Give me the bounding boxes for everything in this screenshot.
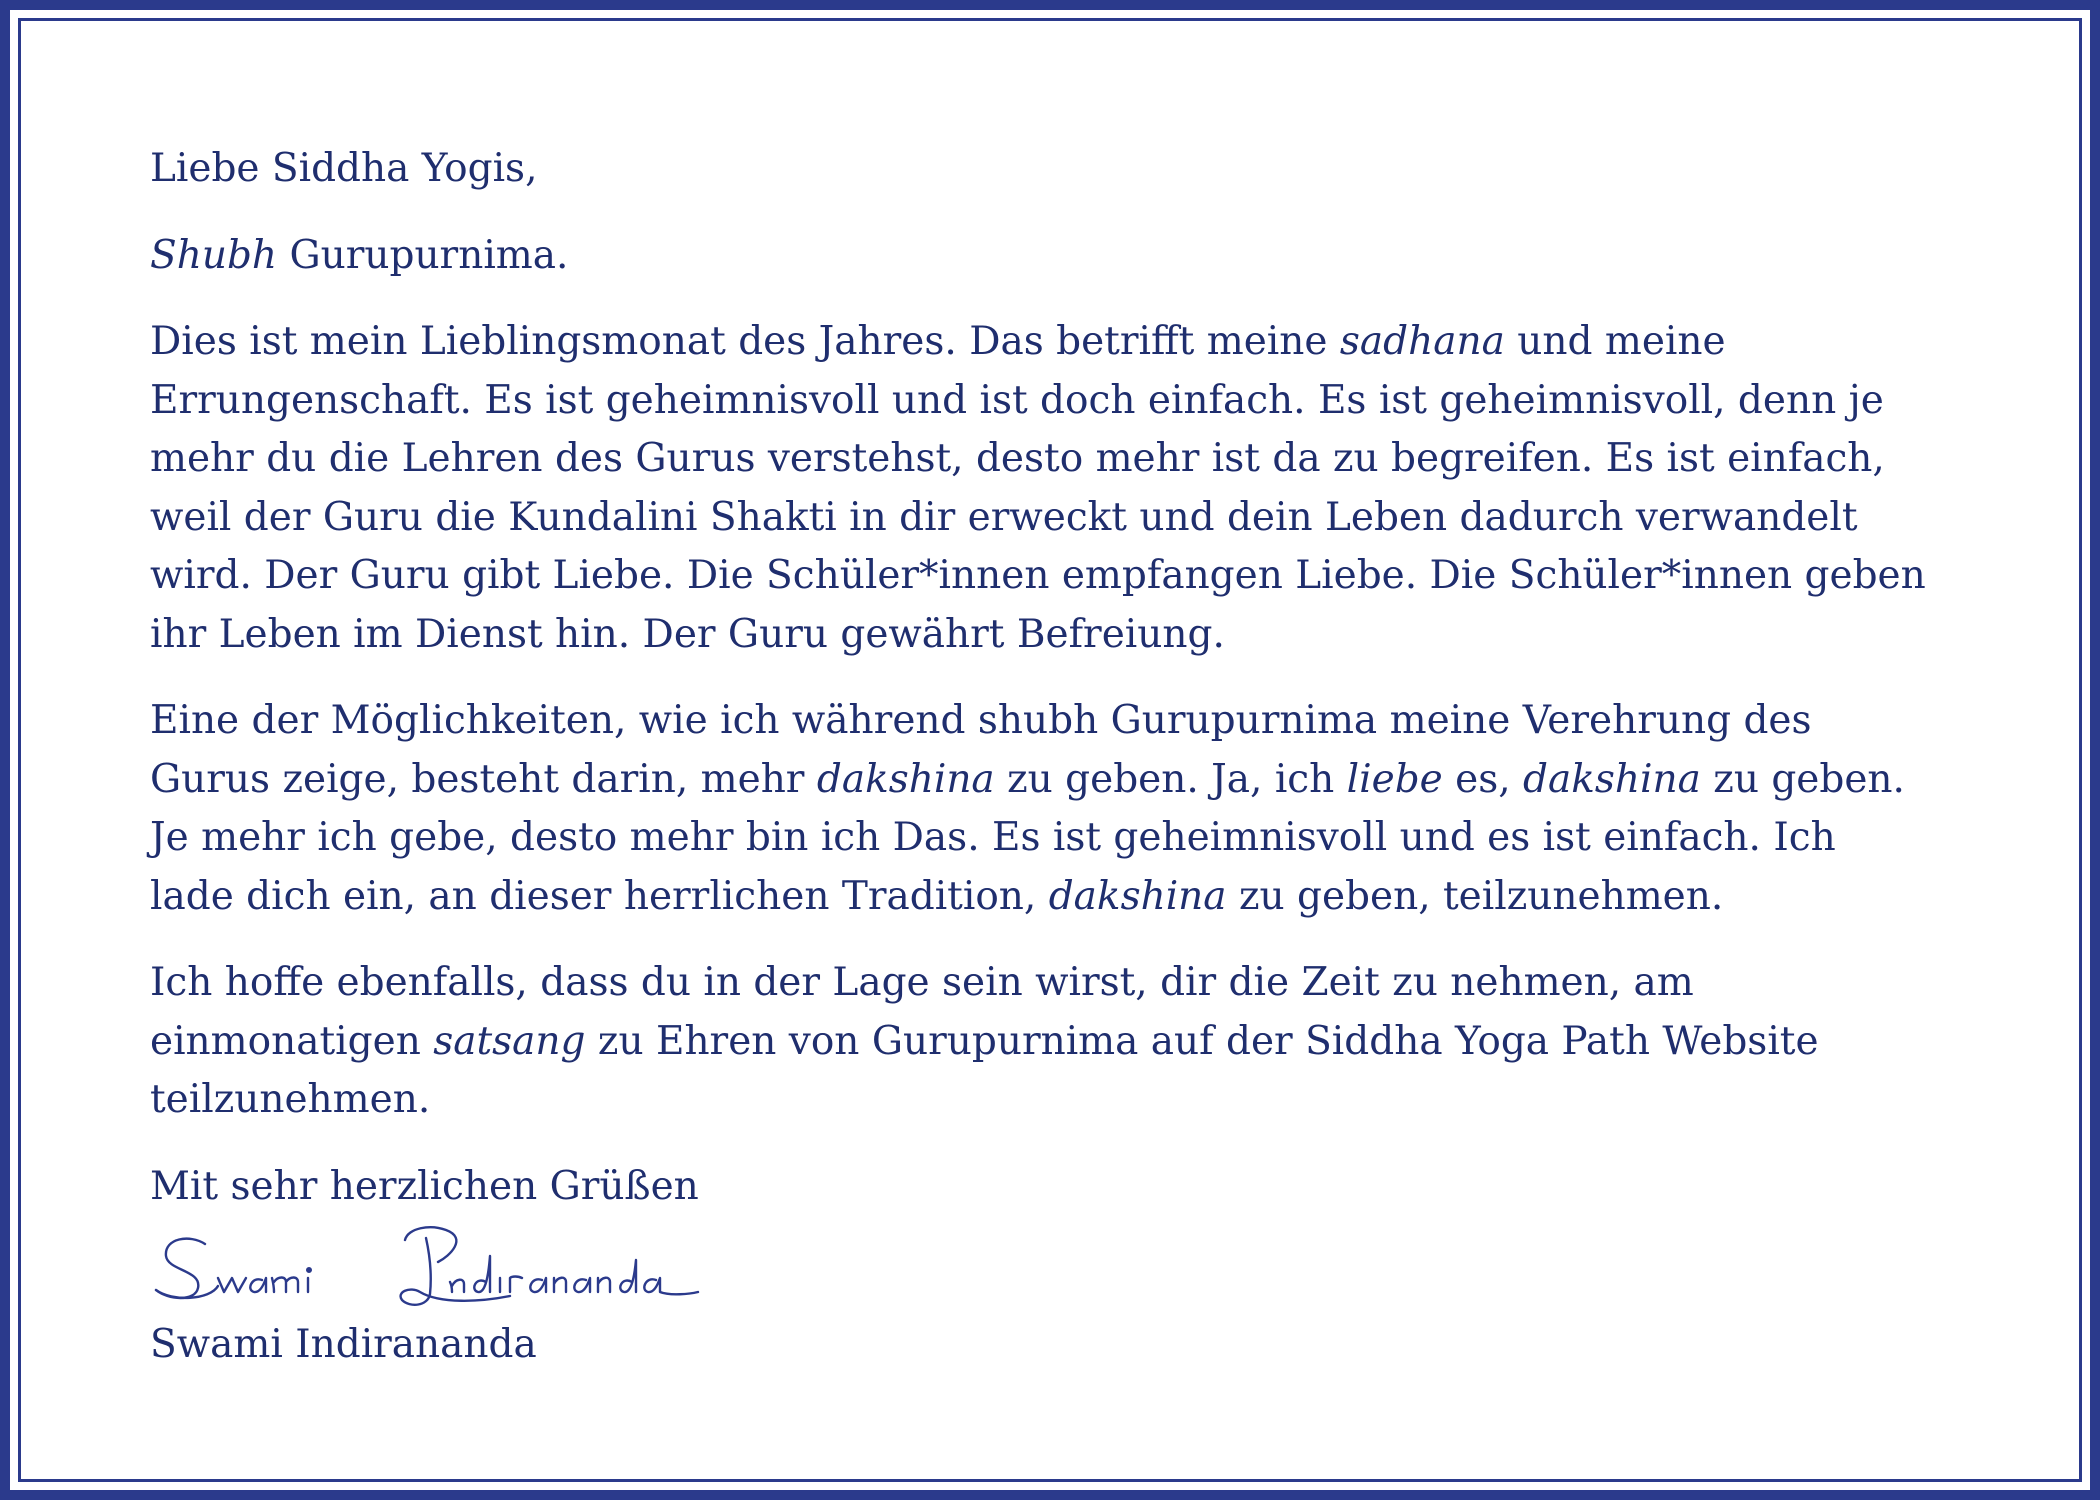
italic-term: liebe (1346, 756, 1443, 802)
italic-term: dakshina (1523, 756, 1701, 802)
text-segment: zu Ehren von Gurupurnima auf der Siddha Yoga Path Website teilzunehmen. (150, 1018, 1819, 1122)
text-segment: und meine Errungenschaft. Es ist geheimnisvoll und ist doch einfach. Es ist geheimnisvoll, denn je mehr du die Lehren des Gurus verstehst, desto mehr ist da zu begreifen. Es ist einfach, weil der Guru die Kundalini Shakti in dir erweckt und dein Leben dadurch verwandelt wird. Der Guru gibt Liebe. Die Schüler*innen empfangen Liebe. Die Schüler*innen geben ihr Leben im Dienst hin. Der Guru gewährt Befreiung. (150, 319, 1926, 657)
text-segment: es, (1442, 756, 1524, 802)
handwritten-signature (150, 1216, 1930, 1316)
greeting (150, 227, 1930, 286)
paragraph-1 (150, 313, 1930, 664)
text-segment: Eine der Möglichkeiten, wie ich während shubh Gurupurnima meine Verehrung des Gurus zeige, besteht darin, mehr (150, 698, 1812, 802)
letter-body (150, 140, 1930, 1403)
greeting-text: Gurupurnima. (277, 232, 569, 278)
italic-term: satsang (433, 1018, 586, 1064)
paragraph-3 (150, 954, 1930, 1130)
signatory-name: Swami Indirananda (150, 1322, 537, 1367)
text-segment: zu geben. Je mehr ich gebe, desto mehr bin ich Das. Es ist geheimnisvoll und es ist einfach. Ich lade dich ein, an dieser herrlichen Tradition, (150, 756, 1905, 919)
italic-term: dakshina (1048, 873, 1227, 919)
text-segment: Ich hoffe ebenfalls, dass du in der Lage sein wirst, dir die Zeit zu nehmen, am einmonatigen (150, 960, 1694, 1064)
paragraph-2 (150, 692, 1930, 926)
text-segment: zu geben. Ja, ich (994, 756, 1347, 802)
greeting-italic: Shubh (150, 232, 278, 278)
text-segment: Dies ist mein Lieblingsmonat des Jahres. Das betrifft meine (150, 319, 1340, 364)
italic-term: dakshina (816, 756, 995, 802)
salutation: Liebe Siddha Yogis, (150, 146, 538, 191)
italic-term: sadhana (1339, 319, 1505, 364)
closing: Mit sehr herzlichen Grüßen (150, 1163, 699, 1209)
text-segment: zu geben, teilzunehmen. (1226, 873, 1724, 919)
